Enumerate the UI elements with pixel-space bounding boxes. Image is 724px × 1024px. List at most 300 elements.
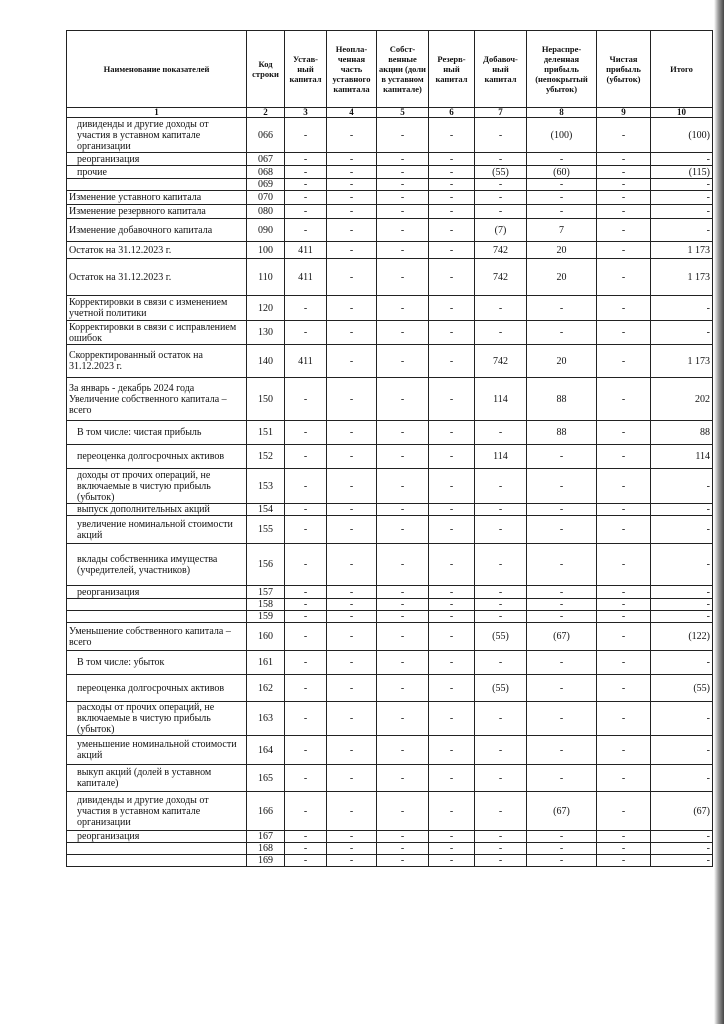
cell-value: - [327,623,377,651]
cell-value: - [377,205,429,219]
cell-value: - [429,153,475,166]
column-number: 7 [475,108,527,118]
header-additional-capital: Добавоч-ный капитал [475,31,527,108]
cell-value: - [475,651,527,675]
header-unpaid-capital: Неопла-ченная часть уставного капитала [327,31,377,108]
cell-value: 411 [285,259,327,296]
cell-value: - [527,179,597,191]
cell-value: - [429,544,475,586]
cell-value: - [429,421,475,445]
row-code: 069 [247,179,285,191]
cell-value: - [327,219,377,242]
cell-value: - [527,321,597,345]
cell-value: - [429,586,475,599]
cell-value: - [597,345,651,378]
cell-value: 742 [475,242,527,259]
cell-value: - [285,765,327,792]
cell-value: - [475,599,527,611]
cell-value: - [429,504,475,516]
cell-value: - [475,792,527,831]
row-label: дивиденды и другие доходы от участия в уставном капитале организации [67,118,247,153]
cell-value: - [597,623,651,651]
row-label: расходы от прочих операций, не включаемые в чистую прибыль (убыток) [67,702,247,736]
cell-value: - [597,421,651,445]
cell-value: - [475,296,527,321]
cell-value: - [475,765,527,792]
cell-total: - [651,191,713,205]
cell-value: - [377,166,429,179]
cell-total: - [651,153,713,166]
cell-value: - [475,544,527,586]
capital-changes-table [66,30,713,867]
cell-value: - [597,191,651,205]
row-label: Уменьшение собственного капитала – всего [67,623,247,651]
cell-value: - [429,599,475,611]
cell-total: (55) [651,675,713,702]
cell-value: 7 [527,219,597,242]
cell-value: - [327,544,377,586]
header-total: Итого [651,31,713,108]
cell-value: - [429,321,475,345]
cell-value: - [429,469,475,504]
row-label: уменьшение номинальной стоимости акций [67,736,247,765]
cell-value: - [327,166,377,179]
cell-value: - [527,191,597,205]
cell-total: - [651,205,713,219]
cell-value: - [377,219,429,242]
cell-total: - [651,855,713,867]
cell-value: - [429,166,475,179]
cell-value: - [285,219,327,242]
row-label: Изменение уставного капитала [67,191,247,205]
table-row [67,586,713,599]
row-code: 162 [247,675,285,702]
column-numbers-row [67,108,713,118]
cell-value: - [285,792,327,831]
cell-value: (55) [475,623,527,651]
header-code: Код строки [247,31,285,108]
row-code: 158 [247,599,285,611]
row-label: выпуск дополнительных акций [67,504,247,516]
cell-value: - [377,504,429,516]
cell-value: - [597,611,651,623]
cell-value: 114 [475,445,527,469]
cell-value: - [597,544,651,586]
cell-value: - [377,611,429,623]
cell-value: - [429,516,475,544]
row-label [67,599,247,611]
cell-value: - [377,259,429,296]
cell-total: 1 173 [651,242,713,259]
row-label [67,611,247,623]
row-code: 150 [247,378,285,421]
cell-total: - [651,599,713,611]
cell-value: - [527,296,597,321]
row-label: Остаток на 31.12.2023 г. [67,242,247,259]
cell-total: - [651,831,713,843]
row-label: Изменение добавочного капитала [67,219,247,242]
cell-value: - [327,296,377,321]
cell-value: - [377,118,429,153]
cell-value: - [429,831,475,843]
cell-value: - [327,736,377,765]
column-number: 6 [429,108,475,118]
cell-value: - [377,675,429,702]
cell-value: - [527,586,597,599]
row-code: 155 [247,516,285,544]
row-label: Корректировки в связи с изменением учетной политики [67,296,247,321]
cell-value: - [285,736,327,765]
column-number: 1 [67,108,247,118]
cell-value: - [597,651,651,675]
scanned-page-edge [714,0,724,1024]
cell-value: - [285,445,327,469]
table-row [67,623,713,651]
cell-value: - [377,855,429,867]
cell-total: - [651,544,713,586]
cell-value: 411 [285,345,327,378]
cell-value: - [285,702,327,736]
cell-value: - [597,855,651,867]
cell-value: - [327,469,377,504]
cell-value: - [429,259,475,296]
header-own-shares: Собст-венные акции (доли в уставном капитале) [377,31,429,108]
cell-value: - [377,378,429,421]
cell-value: - [327,504,377,516]
cell-value: - [475,843,527,855]
cell-value: - [327,675,377,702]
column-number: 5 [377,108,429,118]
cell-value: - [377,345,429,378]
table-row [67,599,713,611]
row-code: 160 [247,623,285,651]
cell-value: - [429,345,475,378]
cell-value: - [527,855,597,867]
cell-value: - [327,242,377,259]
table-row [67,421,713,445]
row-code: 164 [247,736,285,765]
row-code: 166 [247,792,285,831]
row-code: 168 [247,843,285,855]
cell-value: - [285,843,327,855]
cell-value: - [327,378,377,421]
cell-value: 20 [527,242,597,259]
cell-value: - [285,611,327,623]
cell-value: - [527,205,597,219]
row-code: 090 [247,219,285,242]
cell-value: - [527,831,597,843]
cell-total: - [651,586,713,599]
cell-value: - [285,675,327,702]
row-label: переоценка долгосрочных активов [67,445,247,469]
cell-value: - [327,599,377,611]
cell-value: - [597,321,651,345]
header-net-profit: Чистая прибыль (убыток) [597,31,651,108]
cell-total: - [651,765,713,792]
row-label [67,855,247,867]
cell-value: - [429,623,475,651]
row-code: 151 [247,421,285,445]
cell-value: - [285,205,327,219]
column-number: 9 [597,108,651,118]
cell-value: - [597,378,651,421]
cell-value: - [475,504,527,516]
cell-value: - [327,516,377,544]
cell-total: - [651,516,713,544]
cell-total: (67) [651,792,713,831]
table-row [67,544,713,586]
cell-value: - [597,242,651,259]
table-header-row [67,31,713,108]
cell-value: - [377,792,429,831]
cell-value: - [285,378,327,421]
row-code: 080 [247,205,285,219]
row-label: доходы от прочих операций, не включаемые в чистую прибыль (убыток) [67,469,247,504]
cell-value: - [597,205,651,219]
cell-value: - [327,843,377,855]
cell-value: - [429,843,475,855]
cell-value: - [527,544,597,586]
cell-value: - [327,611,377,623]
cell-value: - [377,179,429,191]
cell-total: 202 [651,378,713,421]
row-label: В том числе: чистая прибыль [67,421,247,445]
column-number: 8 [527,108,597,118]
cell-value: - [285,599,327,611]
row-code: 120 [247,296,285,321]
row-label: За январь - декабрь 2024 года Увеличение собственного капитала – всего [67,378,247,421]
row-code: 156 [247,544,285,586]
table-row [67,702,713,736]
cell-value: - [597,445,651,469]
cell-value: 411 [285,242,327,259]
cell-value: - [527,445,597,469]
table-row [67,675,713,702]
cell-value: - [377,736,429,765]
cell-value: - [377,296,429,321]
cell-value: - [429,611,475,623]
table-row [67,445,713,469]
cell-value: - [429,765,475,792]
row-code: 157 [247,586,285,599]
cell-value: - [285,504,327,516]
cell-value: - [475,469,527,504]
cell-value: - [327,855,377,867]
cell-value: - [597,586,651,599]
cell-total: 114 [651,445,713,469]
table-row [67,831,713,843]
cell-value: - [475,153,527,166]
cell-value: - [527,765,597,792]
cell-value: - [429,191,475,205]
cell-value: - [597,469,651,504]
row-label: Скорректированный остаток на 31.12.2023 г. [67,345,247,378]
cell-value: - [285,153,327,166]
cell-value: - [377,651,429,675]
header-name: Наименование показателей [67,31,247,108]
cell-value: (55) [475,675,527,702]
cell-value: 20 [527,345,597,378]
cell-value: - [597,831,651,843]
cell-value: (60) [527,166,597,179]
cell-value: - [285,586,327,599]
row-code: 140 [247,345,285,378]
cell-value: - [285,469,327,504]
cell-total: (115) [651,166,713,179]
table-row [67,855,713,867]
row-code: 152 [247,445,285,469]
cell-value: - [377,321,429,345]
cell-value: - [597,843,651,855]
cell-total: 88 [651,421,713,445]
cell-value: - [327,321,377,345]
cell-value: - [327,651,377,675]
cell-value: - [285,831,327,843]
cell-value: - [429,736,475,765]
cell-value: - [327,153,377,166]
cell-value: - [377,445,429,469]
cell-value: - [285,296,327,321]
row-label [67,179,247,191]
cell-value: 742 [475,259,527,296]
cell-value: - [429,445,475,469]
table-row [67,296,713,321]
cell-total: (122) [651,623,713,651]
row-code: 165 [247,765,285,792]
cell-value: - [327,118,377,153]
table-row [67,219,713,242]
cell-value: - [285,623,327,651]
cell-value: - [475,736,527,765]
cell-value: - [475,118,527,153]
cell-value: - [597,599,651,611]
cell-value: - [377,831,429,843]
row-label: реорганизация [67,153,247,166]
row-code: 070 [247,191,285,205]
table-row [67,191,713,205]
cell-value: - [597,153,651,166]
row-code: 159 [247,611,285,623]
cell-value: - [327,345,377,378]
cell-value: - [475,855,527,867]
header-charter-capital: Устав-ный капитал [285,31,327,108]
cell-value: - [327,205,377,219]
cell-value: - [429,675,475,702]
cell-value: - [285,855,327,867]
cell-value: 742 [475,345,527,378]
table-row [67,378,713,421]
cell-value: - [377,765,429,792]
cell-value: - [527,736,597,765]
row-label: Корректировки в связи с исправлением ошибок [67,321,247,345]
column-number: 10 [651,108,713,118]
table-row [67,242,713,259]
cell-total: - [651,504,713,516]
table-row [67,259,713,296]
cell-value: - [429,205,475,219]
cell-value: - [327,831,377,843]
cell-value: - [475,205,527,219]
cell-value: - [429,179,475,191]
cell-value: - [429,296,475,321]
cell-value: - [597,702,651,736]
cell-value: - [429,242,475,259]
table-row [67,765,713,792]
row-code: 110 [247,259,285,296]
cell-value: - [475,702,527,736]
cell-total: (100) [651,118,713,153]
cell-value: - [377,702,429,736]
cell-value: - [475,516,527,544]
cell-value: - [377,242,429,259]
cell-value: - [285,118,327,153]
cell-value: - [597,166,651,179]
cell-value: - [429,651,475,675]
row-code: 067 [247,153,285,166]
cell-value: - [527,504,597,516]
cell-total: - [651,843,713,855]
row-code: 167 [247,831,285,843]
cell-value: - [377,153,429,166]
cell-value: - [527,153,597,166]
row-label: выкуп акций (долей в уставном капитале) [67,765,247,792]
column-number: 2 [247,108,285,118]
cell-value: - [475,611,527,623]
cell-total: - [651,321,713,345]
row-label: В том числе: убыток [67,651,247,675]
cell-value: - [327,765,377,792]
column-number: 4 [327,108,377,118]
cell-value: - [429,219,475,242]
header-retained-earnings: Нераспре-деленная прибыль (непокрытый убыток) [527,31,597,108]
table-row [67,179,713,191]
cell-value: - [475,831,527,843]
cell-value: - [597,118,651,153]
cell-value: - [475,421,527,445]
cell-value: - [377,469,429,504]
cell-value: - [285,179,327,191]
cell-value: - [327,179,377,191]
cell-total: - [651,702,713,736]
cell-value: - [327,586,377,599]
cell-value: - [527,469,597,504]
cell-value: - [285,166,327,179]
cell-value: - [429,118,475,153]
cell-value: (67) [527,792,597,831]
cell-value: - [285,516,327,544]
table-row [67,321,713,345]
cell-value: 88 [527,378,597,421]
cell-value: - [285,191,327,205]
cell-value: - [377,516,429,544]
table-row [67,345,713,378]
table-row [67,516,713,544]
table-row [67,651,713,675]
row-label: дивиденды и другие доходы от участия в уставном капитале организации [67,792,247,831]
row-label: реорганизация [67,831,247,843]
cell-value: - [475,179,527,191]
table-body [67,118,713,867]
cell-value: - [527,843,597,855]
table-row [67,153,713,166]
cell-value: - [285,321,327,345]
table-row [67,843,713,855]
table-row [67,118,713,153]
row-code: 100 [247,242,285,259]
cell-total: 1 173 [651,345,713,378]
cell-value: - [327,191,377,205]
cell-total: - [651,469,713,504]
